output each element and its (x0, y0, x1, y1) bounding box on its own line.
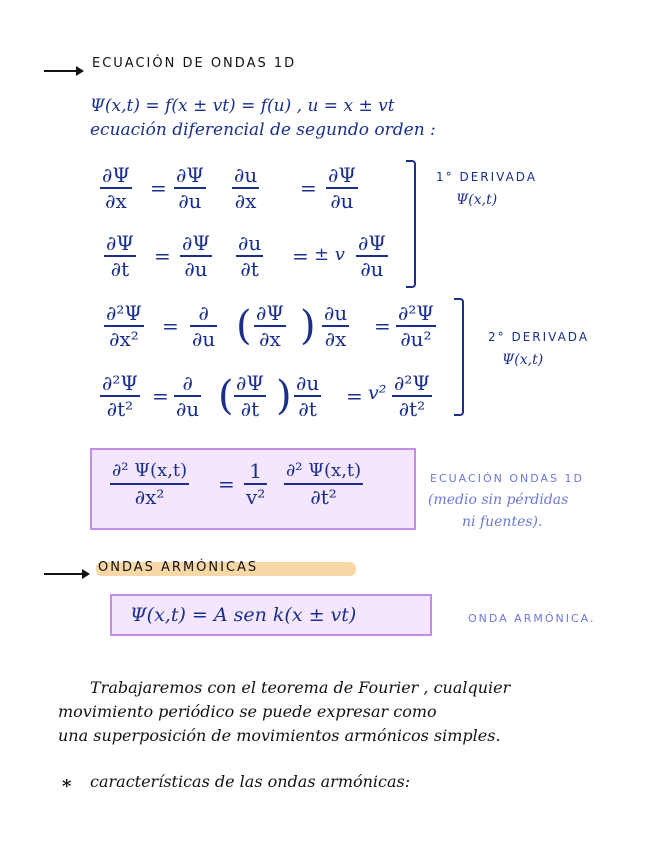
fraction-denominator: ∂x (234, 189, 257, 213)
equals-sign: = (154, 244, 171, 268)
fraction (294, 372, 321, 420)
fraction (190, 302, 217, 350)
harmonic-wave-label: ONDA ARMÓNICA. (468, 612, 596, 625)
equals-sign: = (346, 384, 363, 408)
arrow-icon (44, 70, 82, 72)
fraction-numerator: ∂Ψ (236, 371, 264, 395)
fraction-denominator: ∂x (105, 189, 127, 213)
fraction-denominator: ∂t (298, 397, 317, 421)
fraction-denominator: ∂u (184, 257, 208, 281)
fraction-denominator: ∂t² (106, 397, 134, 421)
fraction (284, 460, 363, 508)
fraction-numerator: ∂u (234, 163, 258, 187)
equals-sign: = (374, 314, 391, 338)
fraction (392, 372, 432, 420)
fraction-numerator: ∂²Ψ (398, 301, 434, 325)
section-heading-wave-equation: ECUACIÓN DE ONDAS 1D (92, 56, 297, 71)
fraction-denominator: ∂u² (400, 327, 432, 351)
bullet-text: características de las ondas armónicas: (90, 772, 411, 791)
fraction-denominator: ∂x (324, 327, 347, 351)
fraction-denominator: ∂t² (310, 485, 337, 509)
fraction (396, 302, 436, 350)
fraction-numerator: ∂ (198, 301, 209, 325)
fraction (254, 302, 286, 350)
fraction-denominator: ∂x² (109, 327, 139, 351)
section-heading-harmonic-waves: ONDAS ARMÓNICAS (98, 560, 259, 575)
fraction-numerator: ∂²Ψ (394, 371, 430, 395)
fraction-denominator: ∂x (259, 327, 281, 351)
fraction-numerator: ∂² Ψ(x,t) (112, 460, 188, 481)
fraction-numerator: ∂Ψ (328, 163, 356, 187)
fraction-denominator: ∂u (360, 257, 384, 281)
fraction-numerator: ∂Ψ (358, 231, 386, 255)
fraction (110, 460, 189, 508)
fraction-denominator: v² (246, 485, 266, 509)
fourier-line: movimiento periódico se puede expresar como (58, 702, 437, 721)
first-derivative-note: 1° DERIVADA (436, 170, 538, 184)
fraction (174, 372, 201, 420)
fourier-line: una superposición de movimientos armónicos simples. (58, 726, 501, 745)
fraction-numerator: ∂Ψ (256, 301, 284, 325)
fraction (356, 232, 388, 280)
first-derivative-note-psi: Ψ(x,t) (456, 192, 498, 208)
fraction-numerator: ∂²Ψ (106, 301, 142, 325)
plus-minus-v: ± v (314, 244, 345, 265)
second-derivative-note-psi: Ψ(x,t) (502, 352, 544, 368)
fraction (180, 232, 212, 280)
left-paren: ( (218, 373, 234, 419)
fraction-denominator: ∂u (176, 397, 200, 421)
fraction (326, 164, 358, 212)
fraction (104, 302, 144, 350)
fraction-numerator: ∂ (182, 371, 193, 395)
asterisk-bullet-icon: * (62, 776, 72, 797)
fraction-denominator: ∂t (240, 397, 260, 421)
equals-sign: = (152, 384, 169, 408)
fourier-line: Trabajaremos con el teorema de Fourier , cualquier (90, 678, 511, 697)
fraction-denominator: ∂x² (134, 485, 165, 509)
intro-line: ecuación diferencial de segundo orden : (90, 120, 436, 140)
wave-equation-note: ECUACIÓN ONDAS 1D (430, 472, 584, 485)
fraction (234, 372, 266, 420)
fraction-numerator: ∂Ψ (182, 231, 210, 255)
equals-sign: = (150, 176, 167, 200)
fraction-numerator: ∂u (238, 231, 262, 255)
fraction-denominator: ∂u (330, 189, 354, 213)
fraction-numerator: ∂² Ψ(x,t) (286, 460, 362, 481)
fraction (322, 302, 349, 350)
fraction-denominator: ∂t (110, 257, 130, 281)
second-derivative-note: 2° DERIVADA (488, 330, 590, 344)
v-squared-coefficient: v² (368, 382, 387, 404)
fraction (232, 164, 259, 212)
fraction-numerator: 1 (249, 459, 263, 483)
fraction-denominator: ∂t² (398, 397, 426, 421)
wave-equation-note: (medio sin pérdidas (428, 492, 569, 508)
fraction-denominator: ∂u (192, 327, 216, 351)
fraction-numerator: ∂²Ψ (102, 371, 138, 395)
equals-sign: = (292, 244, 309, 268)
left-paren: ( (236, 303, 252, 349)
definition-line: Ψ(x,t) = f(x ± vt) = f(u) , u = x ± vt (90, 96, 395, 116)
fraction-numerator: ∂Ψ (106, 231, 134, 255)
fraction (104, 232, 136, 280)
right-brace (454, 298, 464, 416)
right-brace (406, 160, 416, 288)
fraction-numerator: ∂Ψ (102, 163, 130, 187)
fraction-denominator: ∂t (240, 257, 259, 281)
harmonic-wave-formula: Ψ(x,t) = A sen k(x ± vt) (130, 604, 357, 626)
wave-equation-note: ni fuentes). (462, 514, 543, 530)
equals-sign: = (162, 314, 179, 338)
fraction-numerator: ∂u (324, 301, 348, 325)
fraction-numerator: ∂u (296, 371, 320, 395)
fraction-numerator: ∂Ψ (176, 163, 204, 187)
equals-sign: = (218, 472, 235, 496)
right-paren: ) (300, 303, 316, 349)
equals-sign: = (300, 176, 317, 200)
arrow-icon (44, 573, 88, 575)
fraction (236, 232, 263, 280)
right-paren: ) (276, 373, 292, 419)
fraction (100, 372, 140, 420)
fraction (100, 164, 132, 212)
fraction (244, 460, 267, 508)
fraction (174, 164, 206, 212)
fraction-denominator: ∂u (178, 189, 202, 213)
